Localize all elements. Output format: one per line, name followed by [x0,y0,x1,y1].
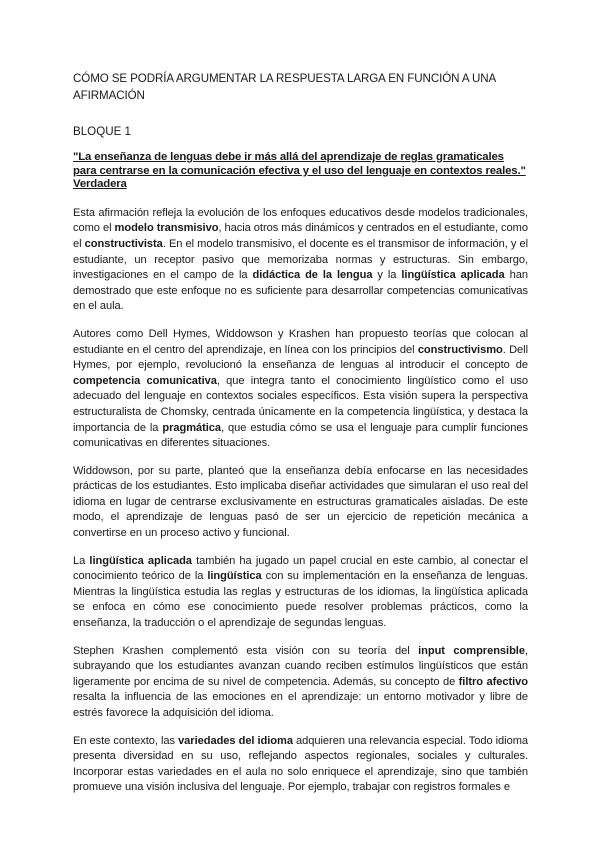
bold-term: modelo transmisivo [114,222,219,235]
text-run: y la [372,269,402,282]
text-run: han demostrado que este enfoque no es suficiente para desarrollar competencias comunicativas en el aula. [73,269,528,313]
body-paragraph [73,206,528,315]
text-run: , hacia otros más dinámicos y centrados en el estudiante, como el [73,222,528,250]
text-run: adquieren una relevancia especial. Todo idioma presenta diversidad en su uso, reflejando aspectos regionales, sociales y culturales. Incorporar estas variedades en el aula no solo enriquece el aprendizaje, sino que también promueve una visión inclusiva del lenguaje. Por ejemplo, trabajar con registros formales e [73,734,529,794]
bold-term: constructivismo [417,343,503,356]
text-run: también ha jugado un papel crucial en este cambio, al conectar el conocimiento teórico de la [73,554,528,583]
statement-quote: "La enseñanza de lenguas debe ir más allá del aprendizaje de reglas gramaticales para centrarse en la comunicación efectiva y el uso del lenguaje en contextos reales." [73,151,526,177]
text-run: . En el modelo transmisivo, el docente es el transmisor de información, y el estudiante, un receptor pasivo que memorizaba normas y estructuras. Sin embargo, investigaciones en el campo de la [73,237,528,282]
text-run: Esta afirmación refleja la evolución de los enfoques educativos desde modelos tradicionales, como el [73,206,528,235]
bold-term: input comprensible [418,644,525,657]
body-paragraph [73,734,528,796]
text-run: , subrayando que los estudiantes avanzan cuando reciben estímulos lingüísticos que están ligeramente por encima de su nivel de competencia. Además, su concepto de [73,644,528,688]
bold-term: lingüística [207,570,262,583]
text-run: En este contexto, las [73,734,179,747]
section-heading: BLOQUE 1 [73,125,131,138]
text-run: resalta la influencia de las emociones en el aprendizaje: un entorno motivador y libre de estrés favorece la adquisición del idioma. [73,691,528,719]
bold-term: lingüística aplicada [401,269,505,282]
bold-term: competencia comunicativa [73,374,217,387]
bold-term: pragmática [162,421,222,434]
bold-term: didáctica de la lengua [252,269,373,282]
text-run: , que integra tanto el conocimiento lingüístico como el uso adecuado del lenguaje en contextos sociales específicos. Esta visión supera la perspectiva estructuralista de Chomsky, centrada únicamente en la competencia lingüística, y destaca la importancia de la [73,374,528,434]
bold-term: filtro afectivo [458,675,528,688]
statement-verdict: Verdadera [73,178,127,191]
body-paragraph [73,327,528,452]
bold-term: lingüística aplicada [89,554,192,567]
body-paragraph [73,644,528,722]
text-run: , que estudia cómo se usa el lenguaje para cumplir funciones comunicativas en diferentes situaciones. [73,421,528,450]
text-run: La [73,554,90,567]
text-run: . Dell Hymes, por ejemplo, revolucionó la enseñanza de lenguas al introducir el concepto de [73,343,528,372]
bold-term: constructivista [84,237,163,250]
text-run: Widdowson, por su parte, planteó que la enseñanza debía enfocarse en las necesidades prácticas de los estudiantes. Esto implicaba diseñar actividades que simularan el uso real del idioma en lugar de centrarse exclusivamente en estructuras gramaticales aisladas. De este modo, el aprendizaje de lenguas pasó de ser un ejercicio de repetición mecánica a convertirse en un proceso activo y funcional. [73,464,528,540]
text-run: Autores como Dell Hymes, Widdowson y Krashen han propuesto teorías que colocan al estudiante en el centro del aprendizaje, en línea con los principios del [73,327,528,356]
body-paragraphs [73,206,528,796]
text-run: con su implementación en la enseñanza de lenguas. Mientras la lingüística estudia las reglas y estructuras de los idiomas, la lingüística aplicada se enfoca en cómo ese conocimiento puede resolver problemas prácticos, como la enseñanza, la traducción o el aprendizaje de segundas lenguas. [73,570,528,630]
bold-term: variedades del idioma [178,734,293,747]
text-run: Stephen Krashen complementó esta visión con su teoría del [73,644,419,657]
document-title: CÓMO SE PODRÍA ARGUMENTAR LA RESPUESTA LARGA EN FUNCIÓN A UNA AFIRMACIÓN [73,72,496,102]
statement-block [73,151,528,192]
body-paragraph [73,554,528,632]
body-paragraph [73,464,528,542]
